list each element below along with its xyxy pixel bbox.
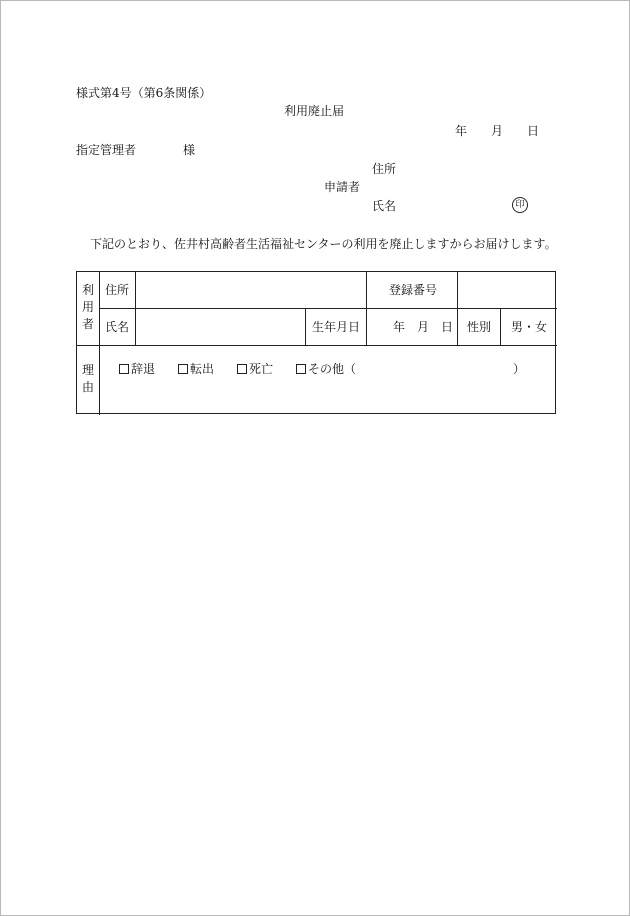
applicant-address-label: 住所 [372,162,397,176]
birth-year-label: 年 [393,320,406,334]
gender-divider [500,308,501,345]
field-label-divider [135,272,136,345]
form-number: 様式第4号（第6条関係） [76,86,212,100]
checkbox-icon[interactable] [178,364,188,374]
reason-option-death[interactable]: 死亡 [237,362,273,376]
address-end-divider [366,272,367,308]
label-column-divider [99,272,100,415]
applicant-name-label: 氏名 [372,199,397,213]
registration-divider [457,272,458,345]
reason-option-resign[interactable]: 辞退 [119,362,155,376]
name-label: 氏名 [105,320,130,334]
row-divider [99,308,557,309]
birth-month-label: 月 [417,320,430,334]
addressee-honorific: 様 [183,143,196,157]
date-month-label: 月 [491,124,504,138]
checkbox-icon[interactable] [237,364,247,374]
date-day-label: 日 [527,124,540,138]
reason-option-move-out[interactable]: 転出 [178,362,214,376]
checkbox-icon[interactable] [119,364,129,374]
user-info-table [76,271,556,414]
date-year-label: 年 [455,124,468,138]
addressee-label: 指定管理者 [76,143,137,157]
registration-number-label: 登録番号 [389,283,438,297]
section-divider [77,345,557,346]
seal-mark-icon: 印 [512,197,528,213]
body-text: 下記のとおり、佐井村高齢者生活福祉センターの利用を廃止しますからお届けします。 [90,237,557,251]
user-section-label: 利 用 者 [81,283,94,331]
applicant-title: 申請者 [324,180,361,194]
reason-other-close-paren: ） [513,362,526,376]
birth-day-label: 日 [441,320,454,334]
gender-label: 性別 [467,320,492,334]
name-end-divider [305,308,306,345]
form-title: 利用廃止届 [284,104,345,118]
gender-options: 男・女 [511,320,548,334]
birthdate-label: 生年月日 [312,320,361,334]
checkbox-icon[interactable] [296,364,306,374]
reason-section-label: 理 由 [81,363,94,394]
address-label: 住所 [105,283,130,297]
birthdate-label-divider [366,308,367,345]
reason-option-other[interactable]: その他（ [296,362,356,376]
